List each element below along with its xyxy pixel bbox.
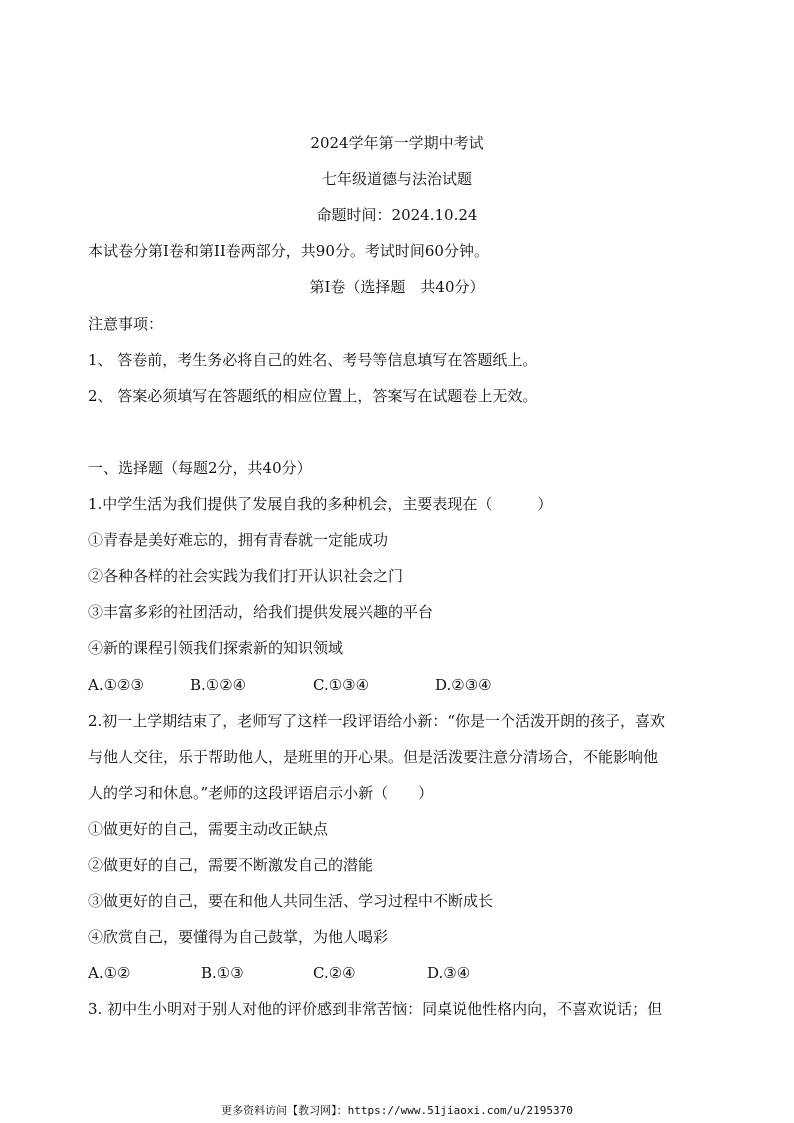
question-statement: ②各种各样的社会实践为我们打开认识社会之门	[88, 567, 404, 585]
section-title: 第Ⅰ卷（选择题 共40分）	[309, 278, 485, 296]
question-statement: ②做更好的自己，需要不断激发自己的潜能	[88, 856, 374, 874]
exam-intro: 本试卷分第Ⅰ卷和第II卷两部分，共90分。考试时间60分钟。	[88, 242, 489, 260]
question-statement: ①青春是美好难忘的，拥有青春就一定能成功	[88, 531, 389, 549]
question-statement: ④新的课程引领我们探索新的知识领域	[88, 639, 344, 657]
question-statement: ③丰富多彩的社团活动，给我们提供发展兴趣的平台	[88, 603, 434, 621]
option-d: D.③④	[427, 964, 471, 982]
page-footer: 更多资料访问【教习网】：https://www.51jiaoxi.com/u/2195370	[221, 1104, 573, 1117]
question-3-stem: 3. 初中生小明对于别人对他的评价感到非常苦恼：同桌说他性格内向，不喜欢说话；但	[88, 1000, 663, 1018]
question-2-stem: 与他人交往，乐于帮助他人，是班里的开心果。但是活泼要注意分清场合，不能影响他	[88, 748, 659, 766]
question-1-stem: 1.中学生活为我们提供了发展自我的多种机会，主要表现在（ ）	[88, 495, 553, 513]
option-b: B.①③	[201, 964, 244, 982]
notes-heading: 注意事项：	[88, 315, 164, 333]
part-heading: 一、选择题（每题2分，共40分）	[88, 459, 312, 477]
question-2-stem: 人的学习和休息。”老师的这段评语启示小新（ ）	[88, 784, 434, 802]
question-statement: ④欣赏自己，要懂得为自己鼓掌，为他人喝彩	[88, 928, 389, 946]
note-item: 1、 答卷前，考生务必将自己的姓名、考号等信息填写在答题纸上。	[88, 351, 538, 369]
question-statement: ③做更好的自己，要在和他人共同生活、学习过程中不断成长	[88, 892, 494, 910]
option-c: C.①③④	[313, 676, 370, 694]
question-statement: ①做更好的自己，需要主动改正缺点	[88, 820, 329, 838]
option-b: B.①②④	[190, 676, 247, 694]
option-d: D.②③④	[435, 676, 492, 694]
option-a: A.①②	[88, 964, 131, 982]
option-a: A.①②③	[88, 676, 144, 694]
question-2-stem: 2.初一上学期结束了，老师写了这样一段评语给小新：“你是一个活泼开朗的孩子，喜欢	[88, 712, 665, 730]
option-c: C.②④	[313, 964, 356, 982]
note-item: 2、 答案必须填写在答题纸的相应位置上，答案写在试题卷上无效。	[88, 387, 538, 405]
exam-title: 2024学年第一学期中考试	[310, 134, 484, 152]
exam-subtitle: 七年级道德与法治试题	[321, 170, 472, 188]
exam-date: 命题时间：2024.10.24	[316, 206, 478, 224]
